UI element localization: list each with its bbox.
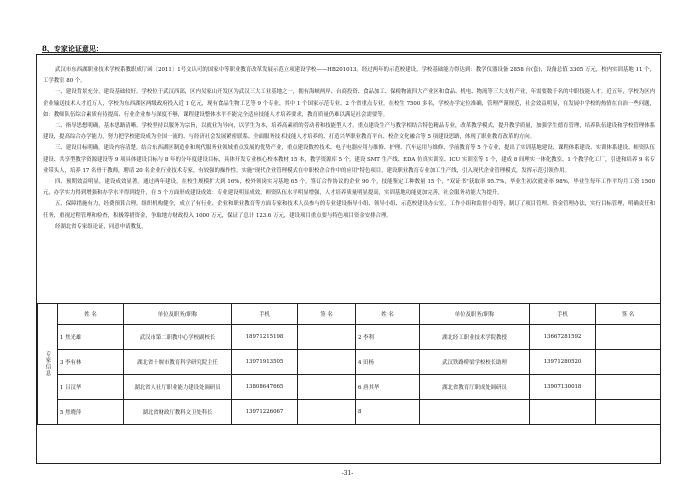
paragraph-guidance: 二、指导思想明确，基本思路清晰。学校坚持以服务为宗旨，以就业为导向，以学生为本，培养高素质的劳动者和技能型人才。重点建设生产与教学相结合特色精品专业，改革教学模式，提升教学质量，加强学生德育管理，培养队伍建设和学校管理体系建设，提高综合办学能力，努力把学校建设成为全国一流的、与经济社会发展紧密联系、全面服务技术技能人才培养的、打造兴华职业教育平台、校企文化融合等 5 项建设思路，体现了职业教育改革的方向。 <box>43 123 655 141</box>
expert-unit: 湖北省财政厅教科文卫处科长 <box>124 400 232 425</box>
table-row <box>38 375 661 400</box>
expert-signature <box>596 400 661 425</box>
opinion-text <box>43 65 655 233</box>
header-name: 姓 名 <box>356 304 420 325</box>
expert-phone: 13808647665 <box>232 375 298 400</box>
header-phone: 手机 <box>530 304 596 325</box>
expert-signature <box>298 375 356 400</box>
header-unit: 单位及职务/职称 <box>124 304 232 325</box>
page-number: -31- <box>341 470 354 477</box>
paragraph-conclusion: 经湖北省专家组论证，同意申请教复。 <box>55 223 147 230</box>
paragraph-intro: 武汉市东西湖职业技术学校系教职成厅函〔2011〕1号文认可的国家中等职业教育改革发展示范立项建设学校——HB201013。经过两年的示范校建设，学校基础能力得达到：教学仪器设备 2858 台(套)，设备总值 3305 万元，校内实训基地 11 个，工学教室 80 个。 <box>43 67 655 85</box>
section-heading: 8、专家论证意见： <box>42 44 103 53</box>
expert-signature <box>596 375 661 400</box>
header-signature: 签 名 <box>298 304 356 325</box>
expert-info-table <box>37 303 661 425</box>
expert-signature <box>298 350 356 375</box>
table-row <box>38 400 661 425</box>
header-phone: 手机 <box>232 304 298 325</box>
expert-phone: 18971215198 <box>232 325 298 350</box>
expert-name: 1 焦光雄 <box>58 325 124 350</box>
opinion-frame <box>36 54 661 464</box>
expert-unit: 湖北经工职业技术学院教授 <box>420 325 530 350</box>
heading-rule <box>42 52 662 53</box>
expert-unit: 湖北省十堰市教育科学研究院主任 <box>124 350 232 375</box>
expert-phone: 13907130018 <box>530 375 596 400</box>
expert-name: 3 李有林 <box>58 350 124 375</box>
expert-name: 8 <box>356 400 420 425</box>
table-row <box>38 325 661 350</box>
paragraph-goals: 三、建设目标明确，建设内容清楚。结合东西湖区制造业和现代服务业领域重点发展的优势产业，重点建设数控技术、电子电器应用与维修、护理、汽车运用与维修、学前教育等 5 个专业，提出了实训基地建设、课程体系建设、实训体系建设、师资队伍建设、共享型教学资源建设等 9 项具体建设目标与 8 年的分年度建设目标，具体开发专业核心校本教材 15 本，教学资源库 5 个。建设 SMT 生产线、EDA 仿真实训室、ICU 实训室等 1 个，建成 8 间理实一体化教室、1 个教学化工厂，引进和培养 9 名专业带头人，培养 17 名骨干教师，聘请 20 名企业行业技术专家，有较强的操作性。实施"现代企业管理模式在中职校企合作中的应用"特色项目，建设职业教育专业加工生产线，引入现代企业管理模式，发挥示范引领作用。 <box>43 145 655 174</box>
expert-phone: 13971280520 <box>530 350 596 375</box>
table-row <box>38 350 661 375</box>
expert-unit: 湖北省教育厅职成处调研员 <box>420 375 530 400</box>
table-header-row <box>38 304 661 325</box>
expert-signature <box>596 350 661 375</box>
expert-phone: 13667281592 <box>530 325 596 350</box>
expert-name: 2 李利 <box>356 325 420 350</box>
expert-phone: 13971913505 <box>232 350 298 375</box>
expert-name: 4 田杨 <box>356 350 420 375</box>
expert-unit: 湖北省人社厅职业能力建设处调研员 <box>124 375 232 400</box>
header-unit: 单位及职务/职称 <box>420 304 530 325</box>
header-name: 姓 名 <box>58 304 124 325</box>
expert-name: 1 吕汉华 <box>58 375 124 400</box>
expert-phone <box>530 400 596 425</box>
expert-phone: 13971226067 <box>232 400 298 425</box>
expert-unit: 武汉市第二职教中心学校副校长 <box>124 325 232 350</box>
expert-signature <box>596 325 661 350</box>
expert-info-label: 专家信息 <box>38 304 58 425</box>
header-signature: 签 名 <box>596 304 661 325</box>
expert-name: 6 唐其华 <box>356 375 420 400</box>
paragraph-background: 一、建设背景充分，建设基础较好。学校位于武汉西部，区内吴家山开发区为武汉三大工业基地之一，拥有海峡两岸、台商投资、食品加工、保税物流四大产业区和食品、机电、物流等三大支柱产业，年需要数千名的中职技能人才。近五年，学校为区内企业输送技术人才近万人，学校为东西湖区两级政府投入近 1 亿元，现有食品生物工艺等 9 个专业，其中 1 个国家示范专业、2 个省重点专业，在校生 7500 多名，学校办学定位准确，管理严谨规范，社会效益明显，在发展中学校的热情在自治一些问题，如：教师队伍综合素质有待提高、行业企业参与深度不够，课程建设整体水平不能完全适应技能人才培养要求，教育质量仍难以满足社会需要等。 <box>43 89 655 118</box>
paragraph-benefits: 四、预期效益明显，建设成效显著。通过两年建设，在校生规模扩大到 16%，校外领岗实习基地 65 个，签订合作协议的企业 90 个，技能鉴定工种数量 15 个，"双证书"获取率 95.7%，毕业生初次就业率 98%，毕业生每年工作平均月工资 1500 元，办学实力得到增强和办学水平得到提升，在 5 个方面形成建设成效：专业建设明显成效，师资队伍水平明显增强，人才培养质量明显提高，实训基地功能更加完善，社会服务功能大为提升。 <box>43 179 655 197</box>
paragraph-safeguards: 五、保障措施有力，经费预算合理。组织机构健全，成立了有行业、企业和职业教育等方面专家和技术人员参与的专业建设指导小组、领导小组、示范校建设办公室，工作小组和监督小组等，制订了项目管理、资金管理办法，实行目标管理，明确责任和任务，重视过程管理和检查，积极筹措资金，争取地方财政投入 1000 万元，保证了总计 123.6 万元，建设项目重点要与特色项目资金安排合理。 <box>43 201 655 219</box>
expert-unit <box>420 400 530 425</box>
expert-name: 5 焦晓萍 <box>58 400 124 425</box>
expert-unit: 武汉铁路桥梁学校校长助理 <box>420 350 530 375</box>
expert-signature <box>298 325 356 350</box>
expert-signature <box>298 400 356 425</box>
